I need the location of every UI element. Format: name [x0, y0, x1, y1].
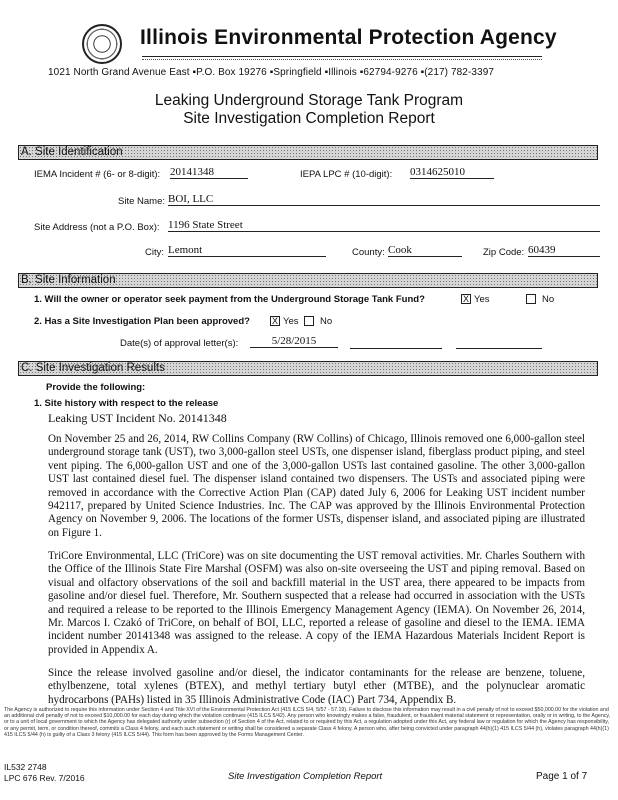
- paragraph-ust-removal: On November 25 and 26, 2014, RW Collins Company (RW Collins) of Chicago, Illinois removed one 6,000-gallon steel underground storage tank (UST), two 3,000-gallon steel USTs, one dispenser island, fiberglass product piping, and steel vent piping. The 6,000-gallon UST and one of the 3,000-gallon USTs last contained gasoline. The other 3,000-gallon UST last contained diesel fuel. The dispenser island contained two dispensers. The USTs and associated piping were removed in accordance with the Corrective Action Plan (CAP) dated July 6, 2006 for Leaking UST incident number 942117, prepared by United Science Industries. Inc. The CAP was approved by the Illinois Environmental Protection Agency on November 9, 2006. The locations of the former USTs, dispenser island, and associated piping are illustrated on Figure 1.: [48, 433, 585, 539]
- section-a-header: A. Site Identification: [18, 145, 598, 160]
- report-title: Site Investigation Completion Report: [183, 110, 435, 127]
- site-name-label: Site Name:: [118, 196, 165, 207]
- section-c-header: C. Site Investigation Results: [18, 361, 598, 376]
- lpc-label: IEPA LPC # (10-digit):: [300, 169, 393, 180]
- si-plan-no-checkbox[interactable]: [304, 316, 314, 326]
- program-title: Leaking Underground Storage Tank Program: [154, 92, 464, 109]
- form-id: IL532 2748: [4, 762, 47, 772]
- question-ust-fund: 1. Will the owner or operator seek payment from the Underground Storage Tank Fund?: [34, 294, 425, 305]
- ust-fund-no-label: No: [542, 294, 555, 305]
- agency-seal: [82, 24, 122, 64]
- iema-incident-field[interactable]: 20141348: [170, 166, 248, 179]
- zip-field[interactable]: 60439: [528, 244, 600, 257]
- site-history-heading: 1. Site history with respect to the release: [34, 398, 219, 409]
- ust-fund-yes-label: Yes: [474, 294, 490, 305]
- page-number: Page 1 of 7: [536, 771, 588, 782]
- site-address-field[interactable]: 1196 State Street: [168, 219, 600, 232]
- provide-following: Provide the following:: [46, 382, 146, 393]
- footer-doc-title: Site Investigation Completion Report: [228, 771, 383, 782]
- zip-label: Zip Code:: [483, 247, 525, 258]
- ust-fund-no-checkbox[interactable]: [526, 294, 536, 304]
- city-label: City:: [145, 247, 164, 258]
- ust-fund-yes-checkbox[interactable]: X: [462, 294, 469, 304]
- city-field[interactable]: Lemont: [168, 244, 326, 257]
- question-si-plan: 2. Has a Site Investigation Plan been approved?: [34, 316, 250, 327]
- si-plan-no-label: No: [320, 316, 333, 327]
- approval-date-label: Date(s) of approval letter(s):: [120, 338, 239, 349]
- county-label: County:: [352, 247, 385, 258]
- si-plan-yes-checkbox[interactable]: X: [271, 316, 278, 326]
- approval-date-field-3[interactable]: [456, 348, 542, 349]
- header-rule: [142, 56, 542, 57]
- legal-notice: The Agency is authorized to require this information under Section 4 and Title XVI of the Environmental Protection Act (415 ILCS 5/4, 5/57 - 57.19). Failure to disclose this information may result in a civil penalty of not to exceed $50,000.00 for the violation and an additional civil penalty of not to exceed $10,000.00 for each day during which the violation continues (415 ILCS 5/42). Any person who knowingly makes a false, fraudulent, or fraudulent material statement or representation, orally or in writing, to the Agency, or to a unit of local government to which the Agency has delegated authority under subsection (r) of Section 4 of the Act, related to or required by this Act, a regulation adopted under this Act, any federal law or regulation for which the Agency has responsibility, or any permit, term, or condition thereof, commits a Class 4 felony, and each such statement or writing shall be considered a separate Class 4 felony. A person who, after being convicted under paragraph 44(h)(1) 415 ILCS 5/44 (h), violates paragraph 44(h)(1) 415 ILCS 5/44 (h) is guilty of a Class 3 felony (415 ILCS 5/44). This form has been approved by the Forms Management Center.: [4, 707, 611, 738]
- paragraph-release-report: TriCore Environmental, LLC (TriCore) was on site documenting the UST removal activities. Mr. Charles Southern with the Office of the Illinois State Fire Marshal (OSFM) was also on-site overseeing the UST and piping removal. Based on visual and olfactory observations of the soil and backfill material in the UST area, there appeared to be impacts from gasoline and/or diesel fuel. Therefore, Mr. Southern suspected that a release had occurred in association with the USTs and required a release to be reported to the Illinois Emergency Management Agency (IEMA). On November 26, 2014, Mr. Marcos I. Czakó of TriCore, on behalf of BOI, LLC, reported a release of gasoline and diesel to the IEMA. IEMA incident number 20141348 was assigned to the release. A copy of the IEMA Hazardous Materials Incident Report is provided in Appendix A.: [48, 550, 585, 656]
- approval-date-field-2[interactable]: [350, 348, 442, 349]
- header-rule-dotted: [142, 59, 542, 60]
- approval-date-field[interactable]: 5/28/2015: [250, 335, 338, 348]
- iema-label: IEMA Incident # (6- or 8-digit):: [34, 169, 161, 180]
- section-b-header: B. Site Information: [18, 273, 598, 288]
- agency-name: Illinois Environmental Protection Agency: [140, 26, 557, 49]
- site-address-label: Site Address (not a P.O. Box):: [34, 222, 160, 233]
- agency-address: 1021 North Grand Avenue East ▪P.O. Box 19276 ▪Springfield ▪Illinois ▪62794-9276 ▪(217) 782-3397: [48, 67, 495, 78]
- county-field[interactable]: Cook: [388, 244, 462, 257]
- lpc-number-field[interactable]: 0314625010: [410, 166, 494, 179]
- site-name-field[interactable]: BOI, LLC: [168, 193, 600, 206]
- incident-subtitle: Leaking UST Incident No. 20141348: [48, 411, 227, 425]
- paragraph-contaminants: Since the release involved gasoline and/or diesel, the indicator contaminants for the release are benzene, toluene, ethylbenzene, total xylenes (BTEX), and methyl tertiary butyl ether (MTBE), and the polynuclear aromatic hydrocarbons (PAHs) listed in 35 Illinois Administrative Code (IAC) Part 734, Appendix B.: [48, 667, 585, 706]
- si-plan-yes-label: Yes: [283, 316, 299, 327]
- form-revision: LPC 676 Rev. 7/2016: [4, 773, 85, 783]
